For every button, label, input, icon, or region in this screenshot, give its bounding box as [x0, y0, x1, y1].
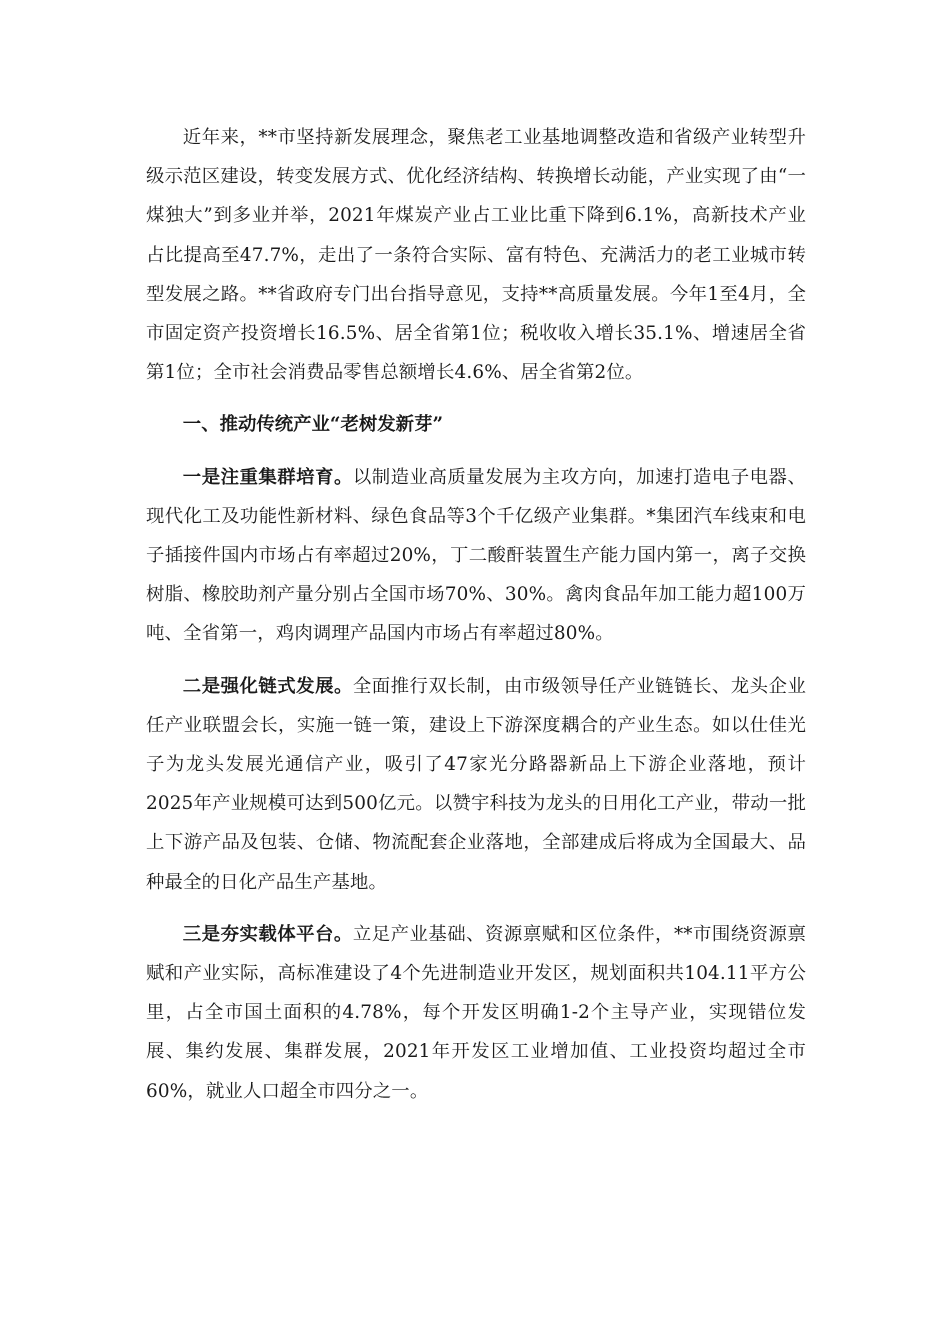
intro-paragraph: 近年来，**市坚持新发展理念，聚焦老工业基地调整改造和省级产业转型升级示范区建设，转变发展方式、优化经济结构、转换增长动能，产业实现了由“一煤独大”到多业并举，2021年煤炭产业占工业比重下降到6.1%，高新技术产业占比提高至47.7%，走出了一条符合实际、富有特色、充满活力的老工业城市转型发展之路。**省政府专门出台指导意见，支持**高质量发展。今年1至4月，全市固定资产投资增长16.5%、居全省第1位；税收收入增长35.1%、增速居全省第1位；全市社会消费品零售总额增长4.6%、居全省第2位。: [146, 127, 806, 384]
paragraph-chain: [146, 667, 806, 902]
paragraph-lead: 二是强化链式发展。: [182, 675, 353, 697]
paragraph-platform: [146, 915, 806, 1111]
paragraph-body: 以制造业高质量发展为主攻方向，加速打造电子电器、现代化工及功能性新材料、绿色食品等3个千亿级产业集群。*集团汽车线束和电子插接件国内市场占有率超过20%，丁二酸酐装置生产能力国内第一，离子交换树脂、橡胶助剂产量分别占全国市场70%、30%。禽肉食品年加工能力超100万吨、全省第一，鸡肉调理产品国内市场占有率超过80%。: [146, 466, 806, 645]
paragraph-body: 立足产业基础、资源禀赋和区位条件，**市围绕资源禀赋和产业实际，高标准建设了4个先进制造业开发区，规划面积共104.11平方公里，占全市国土面积的4.78%，每个开发区明确1-2个主导产业，实现错位发展、集约发展、集群发展，2021年开发区工业增加值、工业投资均超过全市60%，就业人口超全市四分之一。: [146, 923, 806, 1102]
paragraph-body: 全面推行双长制，由市级领导任产业链链长、龙头企业任产业联盟会长，实施一链一策，建设上下游深度耦合的产业生态。如以仕佳光子为龙头发展光通信产业，吸引了47家光分路器新品上下游企业落地，预计2025年产业规模可达到500亿元。以赞宇科技为龙头的日用化工产业，带动一批上下游产品及包装、仓储、物流配套企业落地，全部建成后将成为全国最大、品种最全的日化产品生产基地。: [146, 675, 806, 893]
section-heading: 一、推动传统产业“老树发新芽”: [182, 414, 444, 436]
paragraph-lead: 一是注重集群培育。: [182, 466, 353, 488]
document-page: [146, 118, 806, 1124]
paragraph-cluster: [146, 458, 806, 654]
paragraph-lead: 三是夯实载体平台。: [182, 923, 353, 945]
